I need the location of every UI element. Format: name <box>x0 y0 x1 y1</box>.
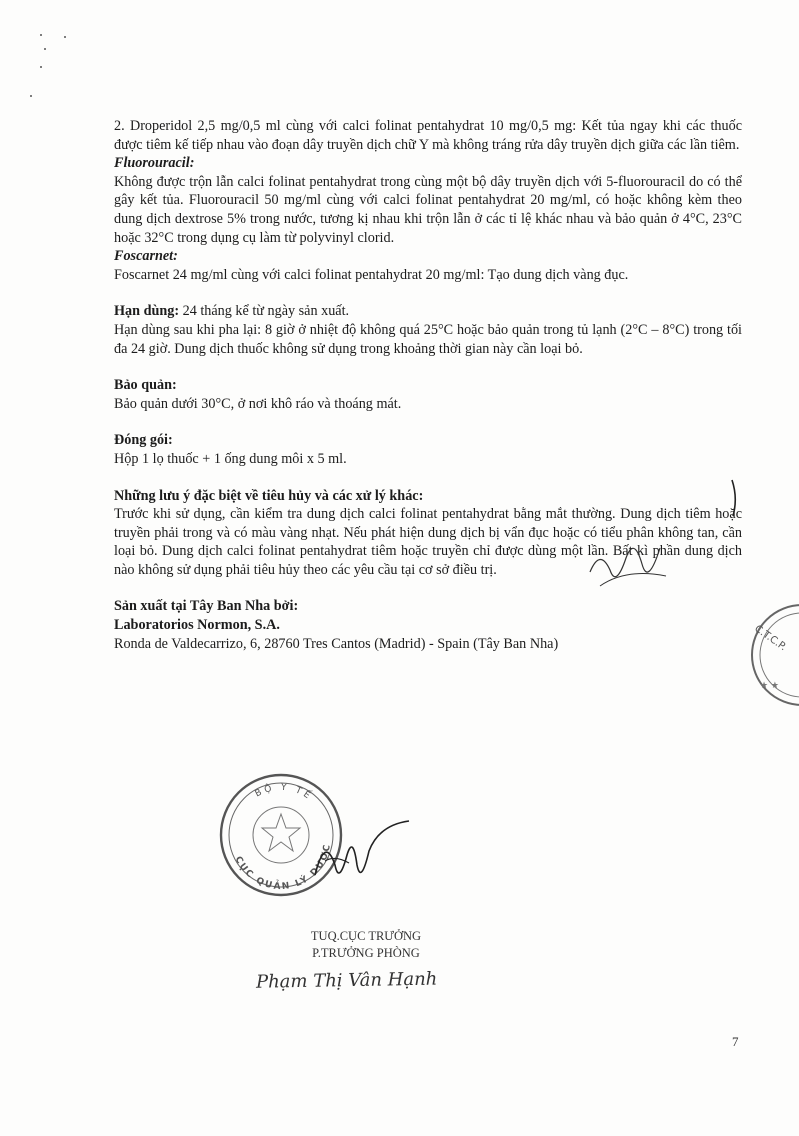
manufacturer-address: Ronda de Valdecarrizo, 6, 28760 Tres Cantos (Madrid) - Spain (Tây Ban Nha) <box>114 635 559 652</box>
scan-speck <box>40 34 42 36</box>
fluorouracil-heading: Fluorouracil: <box>114 155 195 172</box>
disposal-heading: Những lưu ý đặc biệt về tiêu hủy và các xử lý khác: <box>114 487 424 504</box>
foscarnet-text: Foscarnet 24 mg/ml cùng với calci folinat pentahydrat 20 mg/ml: Tạo dung dịch vàng đục. <box>114 266 629 283</box>
disposal-text: Trước khi sử dụng, cần kiểm tra dung dịch calci folinat pentahydrat bằng mắt thường. Dung dịch tiêm hoặc truyền phải trong và có màu vàng nhạt. Nếu phát hiện dung dịch bị vẩn đục hoặc có tiểu phân không tan, cần loại bỏ. Dung dịch calci folinat pentahydrat tiêm hoặc truyền chỉ được dùng một lần. Bất kì phần dung dịch nào không sử dụng phải tiêu hủy theo các yêu cầu tại cơ sở điều trị. <box>114 506 742 578</box>
foscarnet-heading: Foscarnet: <box>114 248 178 265</box>
shelf-life-line <box>114 302 742 321</box>
packaging-heading: Đóng gói: <box>114 432 173 449</box>
scan-speck <box>30 95 32 97</box>
scan-speck <box>44 48 46 50</box>
storage-heading: Bảo quản: <box>114 377 177 394</box>
svg-text:★ ★: ★ ★ <box>760 681 779 691</box>
stamp-bottom-text: CỤC QUẢN LÝ DƯỢC <box>232 842 334 893</box>
manufacturer-name: Laboratorios Normon, S.A. <box>114 617 280 634</box>
signature-block <box>276 928 456 962</box>
fluorouracil-text: Không được trộn lẫn calci folinat pentahydrat trong cùng một bộ dây truyền dịch với 5-fluorouracil do có thể gây kết tủa. Fluorouracil 50 mg/ml cùng với calci folinat pentahydrat 20 mg/ml, có hoặc không kèm theo dung dịch dextrose 5% trong nước, tương kị nhau khi trộn lẫn ở các tỉ lệ khác nhau và bảo quản ở 4°C, 23°C hoặc 32°C trong dụng cụ làm từ polyvinyl clorid. <box>114 173 742 246</box>
signature-scribble-mark <box>586 528 676 598</box>
page-number: 7 <box>732 1034 739 1049</box>
svg-text:BỘ Y TẾ <box>254 781 315 802</box>
shelf-life-text: Hạn dùng sau khi pha lại: 8 giờ ở nhiệt độ không quá 25°C hoặc bảo quản trong tủ lạnh (2°C – 8°C) trong tối đa 24 giờ. Dung dịch thuốc không sử dụng trong khoảng thời gian này cần loại bỏ. <box>114 321 742 357</box>
manufacturer-heading: Sản xuất tại Tây Ban Nha bởi: <box>114 598 299 615</box>
shelf-life-heading: Hạn dùng: <box>114 303 180 320</box>
shelf-life-duration: 24 tháng kể từ ngày sản xuất. <box>179 303 350 320</box>
signature-title-line-2: P.TRƯỞNG PHÒNG <box>312 946 420 960</box>
handwritten-signature-mark <box>305 815 415 895</box>
side-stamp-seal <box>730 600 799 710</box>
signer-name: Phạm Thị Vân Hạnh <box>255 968 438 993</box>
side-stamp-text: C.T.C.P. <box>752 623 789 654</box>
packaging-text: Hộp 1 lọ thuốc + 1 ống dung môi x 5 ml. <box>114 450 347 467</box>
scan-speck <box>64 36 66 38</box>
margin-bracket-mark <box>728 478 740 518</box>
scan-speck <box>40 66 42 68</box>
signature-title-line-1: TUQ.CỤC TRƯỞNG <box>310 929 422 943</box>
stamp-top-text: BỘ Y TẾ <box>253 782 314 803</box>
storage-text: Bảo quản dưới 30°C, ở nơi khô ráo và thoáng mát. <box>114 395 402 412</box>
droperidol-paragraph: 2. Droperidol 2,5 mg/0,5 ml cùng với calci folinat pentahydrat 10 mg/0,5 mg: Kết tủa ngay khi các thuốc được tiêm kế tiếp nhau vào đoạn dây truyền dịch chữ Y mà không tráng rửa dây truyền dịch giữa các lần tiêm. <box>114 118 742 153</box>
